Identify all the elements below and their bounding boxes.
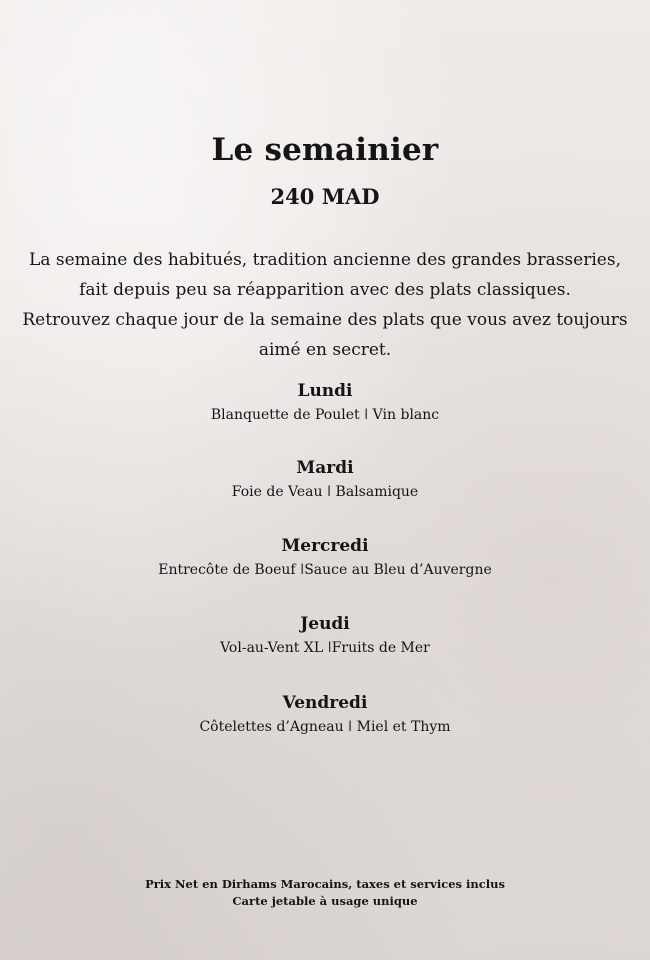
intro-line: La semaine des habitués, tradition ancienne des grandes brasseries, xyxy=(29,250,621,270)
menu-intro xyxy=(0,245,650,365)
day-name: Mercredi xyxy=(281,536,369,556)
menu-footer xyxy=(0,876,650,910)
day-dish: Vol-au-Vent XL ǀFruits de Mer xyxy=(220,640,430,656)
day-lundi xyxy=(0,379,650,427)
day-dish: Côtelettes d’Agneau ǀ Miel et Thym xyxy=(199,719,451,735)
day-dish: Entrecôte de Boeuf ǀSauce au Bleu d’Auvergne xyxy=(158,562,492,578)
footer-line: Prix Net en Dirhams Marocains, taxes et services inclus xyxy=(145,877,505,891)
day-name: Lundi xyxy=(297,381,353,401)
day-vendredi xyxy=(0,691,650,739)
intro-line: fait depuis peu sa réapparition avec des plats classiques. xyxy=(79,280,571,300)
footer-line: Carte jetable à usage unique xyxy=(232,894,418,908)
day-mercredi xyxy=(0,534,650,582)
day-jeudi xyxy=(0,612,650,660)
intro-line: aimé en secret. xyxy=(258,340,392,360)
day-mardi xyxy=(0,456,650,504)
day-name: Vendredi xyxy=(282,693,368,713)
day-dish: Blanquette de Poulet ǀ Vin blanc xyxy=(210,407,440,423)
day-dish: Foie de Veau ǀ Balsamique xyxy=(231,484,419,500)
intro-line: Retrouvez chaque jour de la semaine des plats que vous avez toujours xyxy=(22,310,628,330)
menu-price: 240 MAD xyxy=(270,184,380,209)
day-name: Mardi xyxy=(296,458,354,478)
day-name: Jeudi xyxy=(300,614,350,634)
menu-title: Le semainier xyxy=(211,132,439,168)
